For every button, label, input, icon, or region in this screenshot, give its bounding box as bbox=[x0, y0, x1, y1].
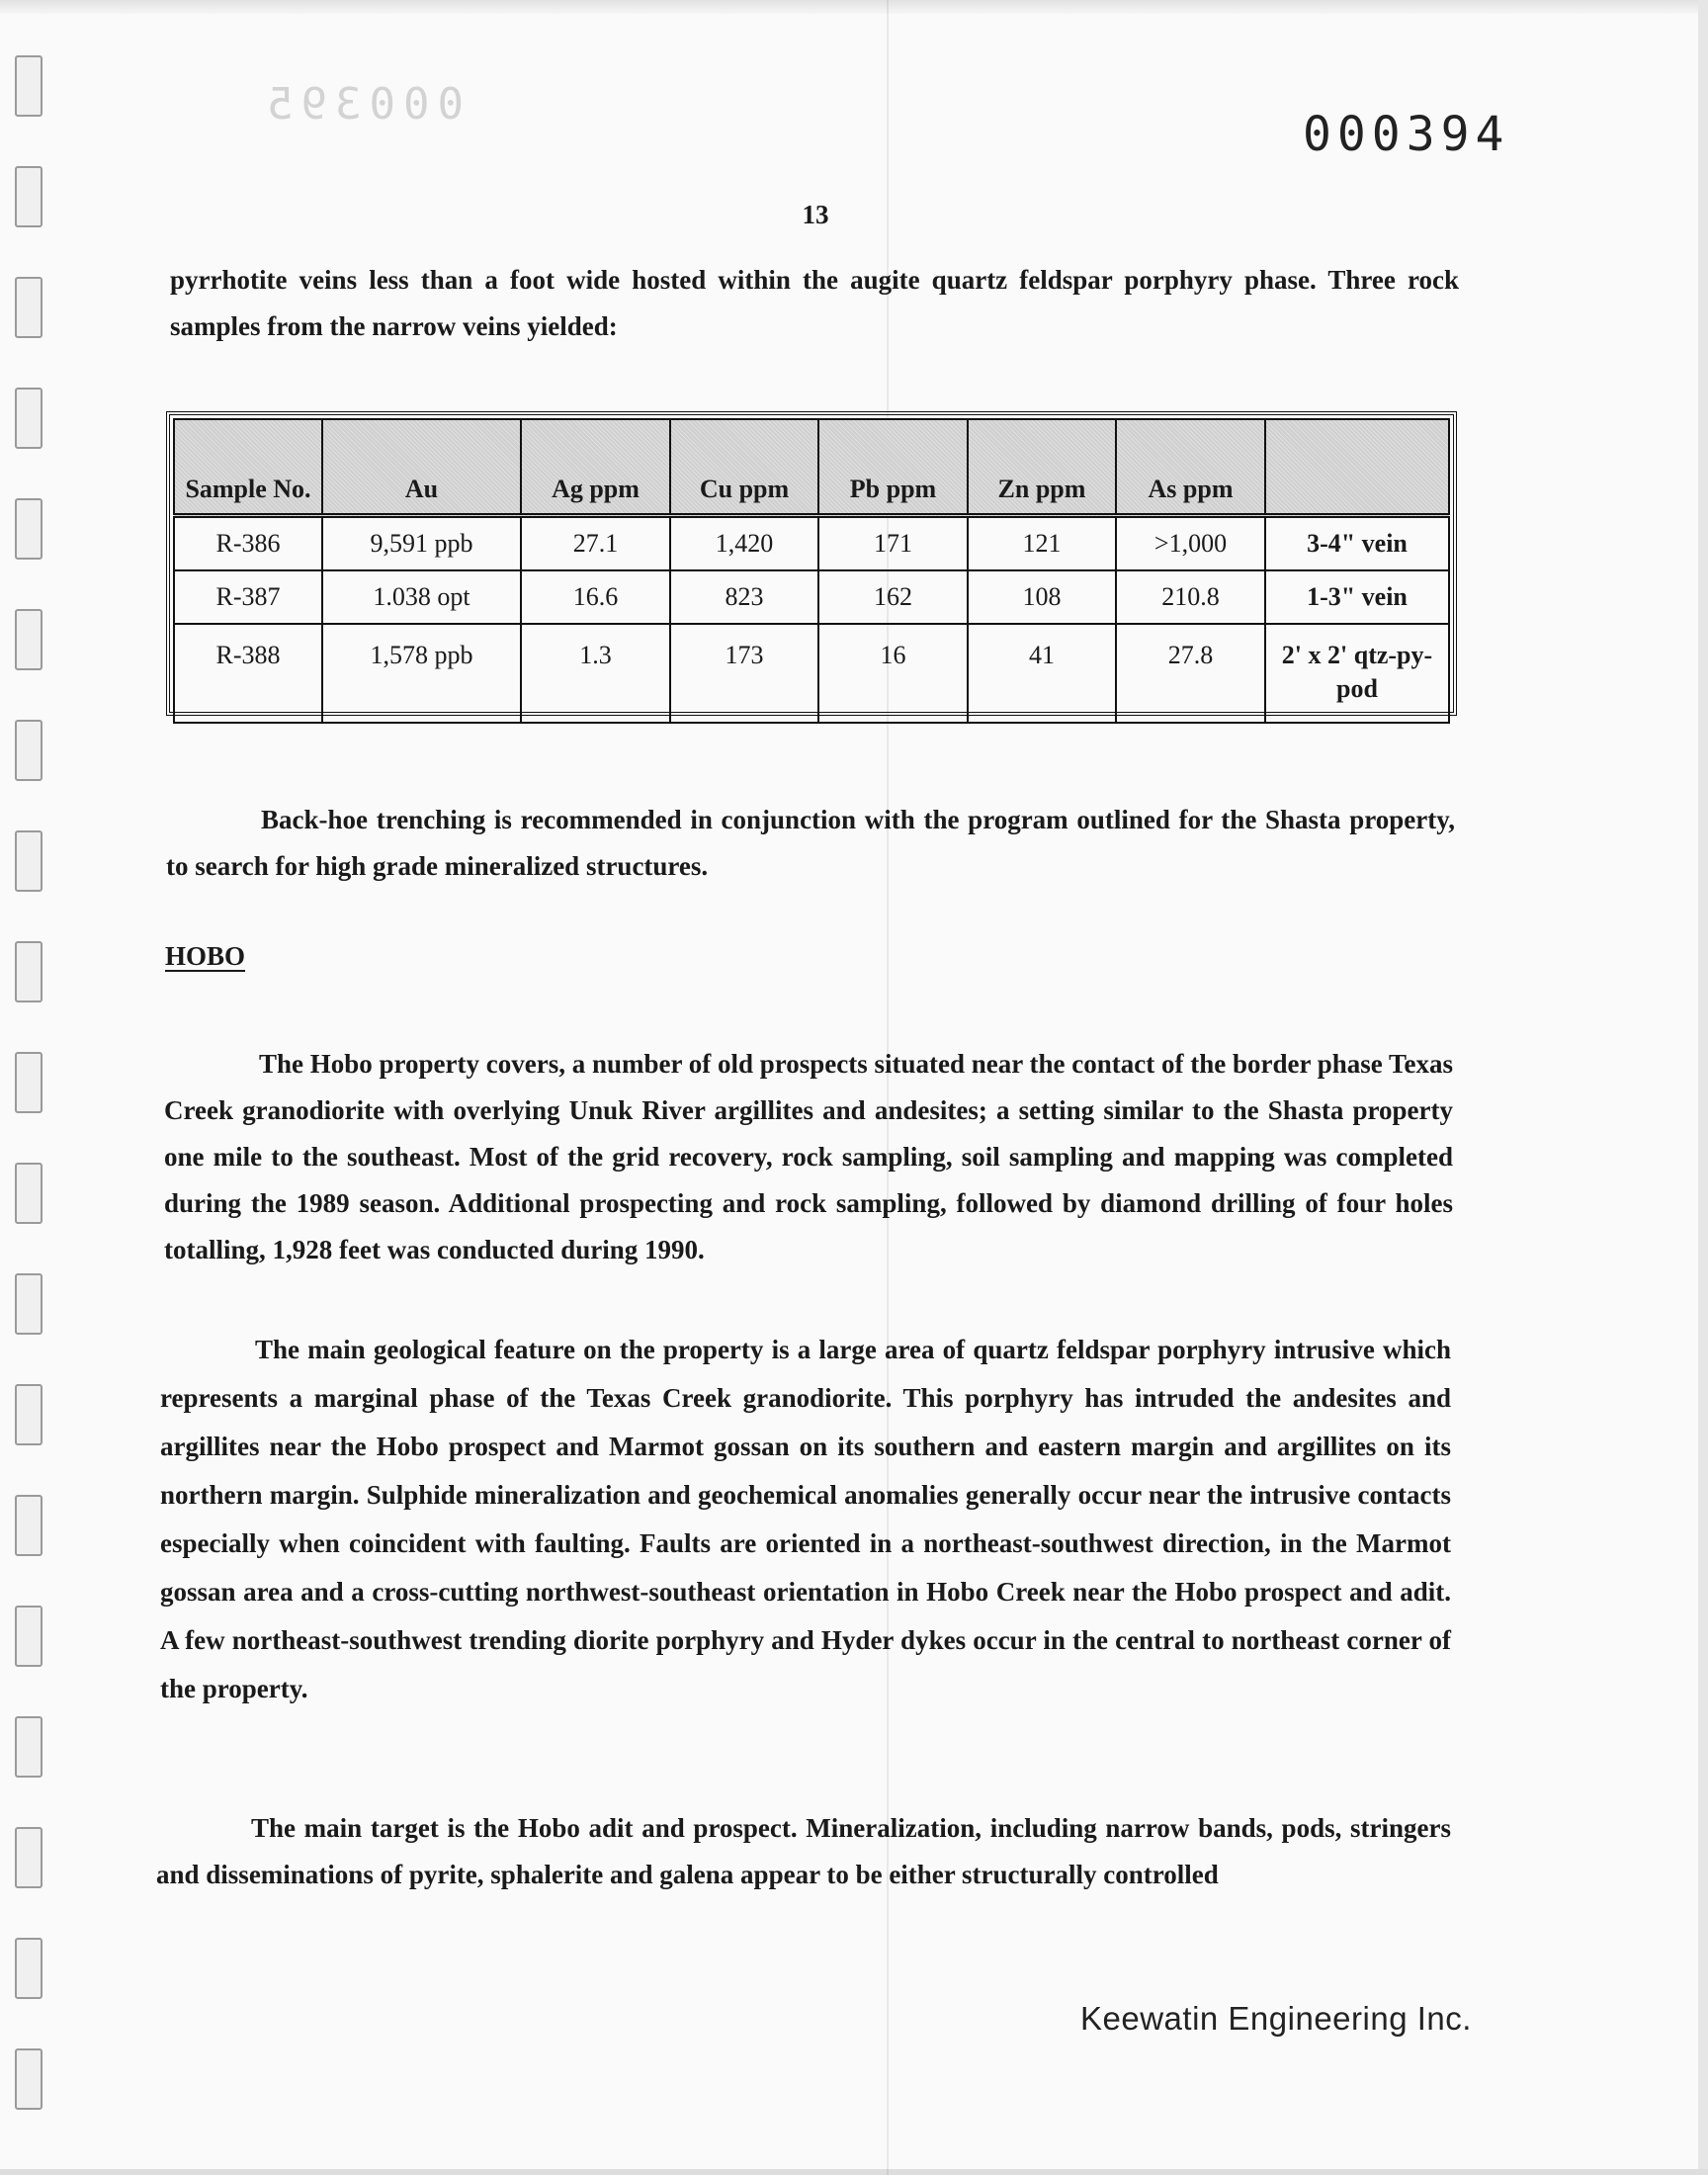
column-header-au: Au bbox=[322, 419, 521, 516]
binding-hole bbox=[15, 941, 43, 1002]
page-number: 13 bbox=[802, 200, 829, 229]
cu-cell: 1,420 bbox=[670, 516, 818, 571]
zn-cell: 108 bbox=[968, 570, 1116, 624]
cu-cell: 173 bbox=[670, 624, 818, 723]
cu-cell: 823 bbox=[670, 570, 818, 624]
binding-hole bbox=[15, 830, 43, 892]
section-heading-hobo: HOBO bbox=[165, 941, 246, 971]
trenching-paragraph: Back-hoe trenching is recommended in conjunction with the program outlined for the Shasta property, to search for high grade mineralized structures. bbox=[166, 805, 1455, 881]
geology-paragraph: The main geological feature on the property is a large area of quartz feldspar porphyry intrusive which represents a marginal phase of the Texas Creek granodiorite. This porphyry has intruded the andesites and argillites near the Hobo prospect and Marmot gossan on its southern and eastern margin and argillites on its northern margin. Sulphide mineralization and geochemical anomalies generally occur near the intrusive contacts especially when coincident with faulting. Faults are oriented in a northeast-southwest direction, in the Marmot gossan area and a cross-cutting northwest-southeast orientation in Hobo Creek near the Hobo prospect and adit. A few northeast-southwest trending diorite porphyry and Hyder dykes occur in the central to northeast corner of the property. bbox=[160, 1335, 1451, 1703]
binding-hole bbox=[15, 1495, 43, 1556]
intro-paragraph: pyrrhotite veins less than a foot wide hosted within the augite quartz feldspar porphyry phase. Three rock samples from the narrow veins yielded: bbox=[170, 265, 1459, 341]
binding-hole bbox=[15, 1606, 43, 1667]
pb-cell: 16 bbox=[818, 624, 968, 723]
au-cell: 9,591 ppb bbox=[322, 516, 521, 571]
column-header-sample-no: Sample No. bbox=[174, 419, 322, 516]
sample-id-cell: R-387 bbox=[174, 570, 322, 624]
binding-hole bbox=[15, 1273, 43, 1335]
binding-hole bbox=[15, 1163, 43, 1224]
vein-note-cell: 1-3" vein bbox=[1265, 570, 1449, 624]
as-cell: 210.8 bbox=[1116, 570, 1265, 624]
binding-hole bbox=[15, 1827, 43, 1888]
binding-hole bbox=[15, 277, 43, 338]
sample-id-cell: R-388 bbox=[174, 624, 322, 723]
table-header-row bbox=[174, 419, 1449, 516]
footer-company-name: Keewatin Engineering Inc. bbox=[1080, 2000, 1472, 2037]
ag-cell: 1.3 bbox=[521, 624, 670, 723]
column-header-cu: Cu ppm bbox=[670, 419, 818, 516]
as-cell: 27.8 bbox=[1116, 624, 1265, 723]
ghost-document-stamp: 000395 bbox=[259, 79, 464, 130]
scan-right-edge bbox=[1698, 0, 1708, 2175]
column-header-notes bbox=[1265, 419, 1449, 516]
target-paragraph: The main target is the Hobo adit and prospect. Mineralization, including narrow bands, pods, stringers and disseminations of pyrite, sphalerite and galena appear to be either structurally controlled bbox=[156, 1813, 1451, 1889]
binding-hole bbox=[15, 1716, 43, 1778]
binding-holes bbox=[15, 55, 46, 2132]
pb-cell: 162 bbox=[818, 570, 968, 624]
table-row bbox=[174, 516, 1449, 571]
ag-cell: 16.6 bbox=[521, 570, 670, 624]
zn-cell: 121 bbox=[968, 516, 1116, 571]
binding-hole bbox=[15, 166, 43, 227]
column-header-as: As ppm bbox=[1116, 419, 1265, 516]
hobo-property-paragraph: The Hobo property covers, a number of old prospects situated near the contact of the border phase Texas Creek granodiorite with overlying Unuk River argillites and andesites; a setting similar to the Shasta property one mile to the southeast. Most of the grid recovery, rock sampling, soil sampling and mapping was completed during the 1989 season. Additional prospecting and rock sampling, followed by diamond drilling of four holes totalling, 1,928 feet was conducted during 1990. bbox=[164, 1049, 1453, 1264]
au-cell: 1.038 opt bbox=[322, 570, 521, 624]
binding-hole bbox=[15, 2048, 43, 2110]
binding-hole bbox=[15, 1384, 43, 1445]
column-header-pb: Pb ppm bbox=[818, 419, 968, 516]
zn-cell: 41 bbox=[968, 624, 1116, 723]
binding-hole bbox=[15, 720, 43, 781]
binding-hole bbox=[15, 55, 43, 117]
vein-note-cell: 2' x 2' qtz-py-pod bbox=[1265, 624, 1449, 723]
ag-cell: 27.1 bbox=[521, 516, 670, 571]
vein-note-cell: 3-4" vein bbox=[1265, 516, 1449, 571]
column-header-zn: Zn ppm bbox=[968, 419, 1116, 516]
binding-hole bbox=[15, 388, 43, 449]
binding-hole bbox=[15, 1052, 43, 1113]
document-number-stamp: 000394 bbox=[1303, 107, 1510, 162]
binding-hole bbox=[15, 1938, 43, 1999]
column-header-ag: Ag ppm bbox=[521, 419, 670, 516]
pb-cell: 171 bbox=[818, 516, 968, 571]
as-cell: >1,000 bbox=[1116, 516, 1265, 571]
binding-hole bbox=[15, 609, 43, 670]
sample-results-table bbox=[166, 411, 1457, 716]
binding-hole bbox=[15, 498, 43, 560]
scan-top-edge bbox=[0, 0, 1708, 14]
scan-bottom-edge bbox=[0, 2169, 1708, 2175]
table-row bbox=[174, 624, 1449, 723]
au-cell: 1,578 ppb bbox=[322, 624, 521, 723]
sample-id-cell: R-386 bbox=[174, 516, 322, 571]
table-row bbox=[174, 570, 1449, 624]
